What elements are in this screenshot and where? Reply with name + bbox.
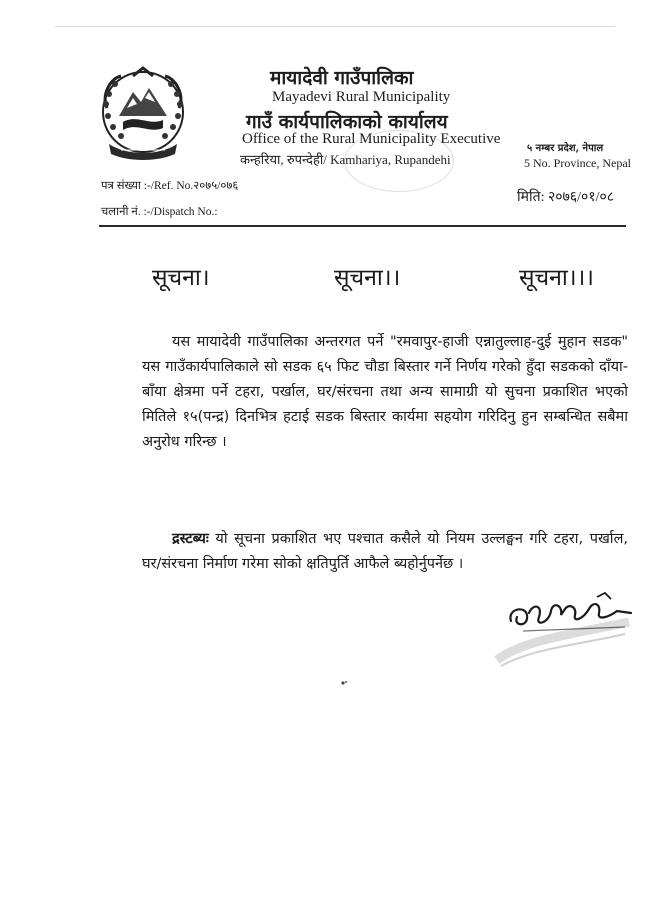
faded-stamp [344,130,454,192]
office-address: कन्हरिया, रुपन्देही/ Kamhariya, Rupandehi [240,152,451,167]
municipality-name-english: Mayadevi Rural Municipality [272,89,451,105]
signature [505,583,640,658]
note-label: द्रस्टब्यः [172,531,209,547]
letter-date: मिति: २०७६/०१/०८ [517,190,615,205]
notice-heading-3: सूचना।।। [519,265,595,291]
province-nepali: ५ नम्बर प्रदेश, नेपाल [527,143,604,154]
scan-edge-line [55,26,615,27]
notice-note [142,527,628,577]
note-text: यो सूचना प्रकाशित भए पश्चात कसैले यो नियम उल्लङ्घन गरि टहरा, पर्खाल, घर/संरचना निर्माण गरेमा सोको क्षतिपुर्ति आफैले ब्यहोर्नुपर्नेछ । [142,531,629,572]
reference-number: पत्र संख्या :-/Ref. No.२०७५/०७६ [101,180,239,192]
notice-paragraph: यस मायादेवी गाउँपालिका अन्तरगत पर्ने "रमवापुर-हाजी एन्नातुल्लाह-दुई मुहान सडक" यस गाउँकार्यपालिकाले सो सडक ६५ फिट चौडा बिस्तार गर्ने निर्णय गरेको हुँदा सडकको दाँया-बाँया क्षेत्रमा पर्ने टहरा, पर्खाल, घर/संरचना तथा अन्य सामाग्री यो सुचना प्रकाशित भएको मितिले १५(पन्द्र) दिनभित्र हटाई सडक बिस्तार कार्यमा सहयोग गरिदिनु हुन सम्बन्धित सबैमा अनुरोध गरिन्छ । [142,334,628,450]
office-name-nepali: गाउँ कार्यपालिकाको कार्यालय [246,111,448,133]
nepal-emblem-icon [97,64,189,164]
office-name-english: Office of the Rural Municipality Executive [242,131,501,147]
notice-heading-1: सूचना। [152,265,210,291]
notice-heading-2: सूचना।। [334,265,401,291]
scan-speck [340,680,348,686]
municipality-name-nepali: मायादेवी गाउँपालिका [270,67,414,89]
header-divider [99,225,626,227]
province-english: 5 No. Province, Nepal [524,156,631,170]
dispatch-number: चलानी नं. :-/Dispatch No.: [101,206,218,218]
